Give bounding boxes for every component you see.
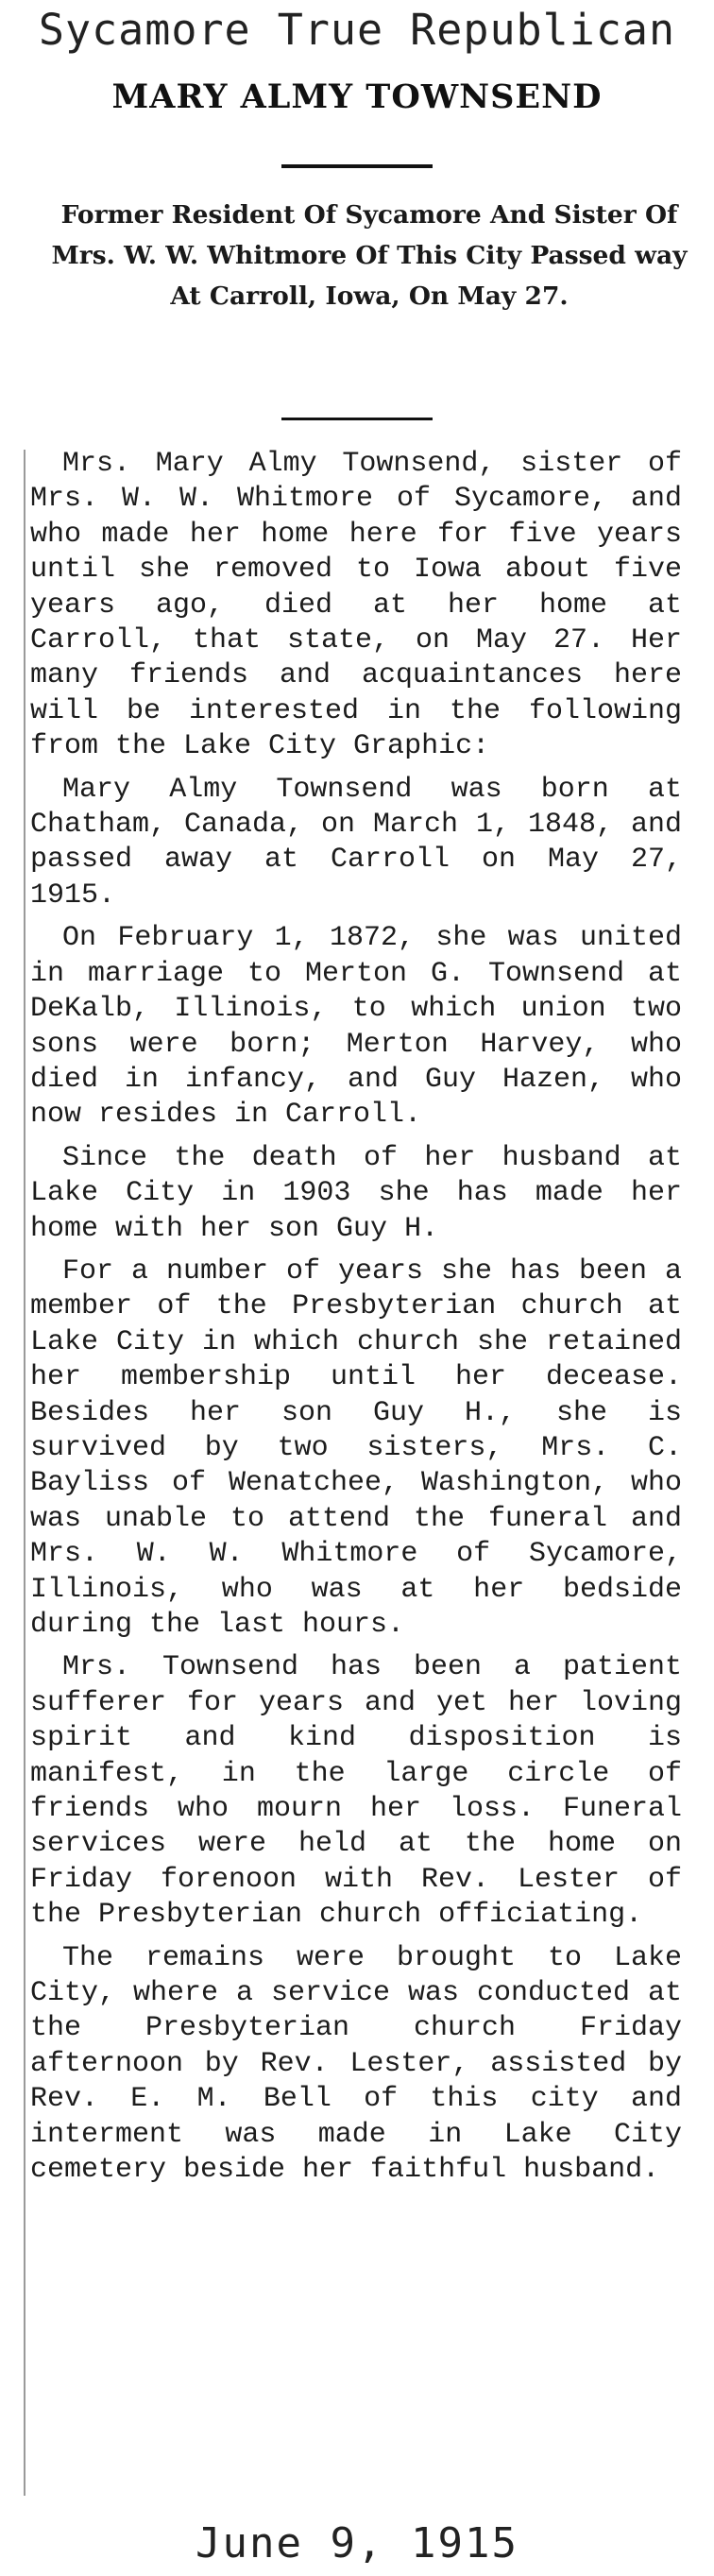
publication-date: June 9, 1915 — [196, 2519, 518, 2567]
article-body — [30, 447, 682, 2196]
article-paragraph: Since the death of her husband at Lake City in 1903 she has made her home with her son Guy H. — [30, 1141, 682, 1245]
article-paragraph: Mary Almy Townsend was born at Chatham, Canada, on March 1, 1848, and passed away at Carroll on May 27, 1915. — [30, 773, 682, 912]
article-paragraph: The remains were brought to Lake City, where a service was conducted at the Presbyterian church Friday afternoon by Rev. Lester, assisted by Rev. E. M. Bell of this city and interment was made in Lake City cemetery beside her faithful husband. — [30, 1941, 682, 2187]
article-paragraph: Mrs. Townsend has been a patient sufferer for years and yet her loving spirit and kind disposition is manifest, in the large circle of friends who mourn her loss. Funeral services were held at the home on Friday forenoon with Rev. Lester of the Presbyterian church officiating. — [30, 1651, 682, 1932]
article-paragraph: Mrs. Mary Almy Townsend, sister of Mrs. W. W. Whitmore of Sycamore, and who made her home here for five years until she removed to Iowa about five years ago, died at her home at Carroll, that state, on May 27. Her many friends and acquaintances here will be interested in the following from the Lake City Graphic: — [30, 448, 682, 763]
article-paragraph: For a number of years she has been a member of the Presbyterian church at Lake City in which church she retained her membership until her decease. Besides her son Guy H., she is survived by two sisters, Mrs. C. Bayliss of Wenatchee, Washington, who was unable to attend the funeral and Mrs. W. W. Whitmore of Sycamore, Illinois, who was at her bedside during the last hours. — [30, 1254, 682, 1641]
article-subhead: Former Resident Of Sycamore And Sister Of Mrs. W. W. Whitmore Of This City Passed way At Carroll, Iowa, On May 27. — [51, 200, 688, 311]
subhead-divider — [281, 418, 433, 420]
column-rule — [24, 450, 26, 2496]
article-paragraph: On February 1, 1872, she was united in marriage to Merton G. Townsend at DeKalb, Illinois, to which union two sons were born; Merton Harvey, who died in infancy, and Guy Hazen, who now resides in Carroll. — [30, 922, 682, 1132]
article-headline: MARY ALMY TOWNSEND — [111, 77, 603, 116]
masthead-title: Sycamore True Republican — [38, 5, 676, 55]
headline-divider — [281, 164, 433, 168]
